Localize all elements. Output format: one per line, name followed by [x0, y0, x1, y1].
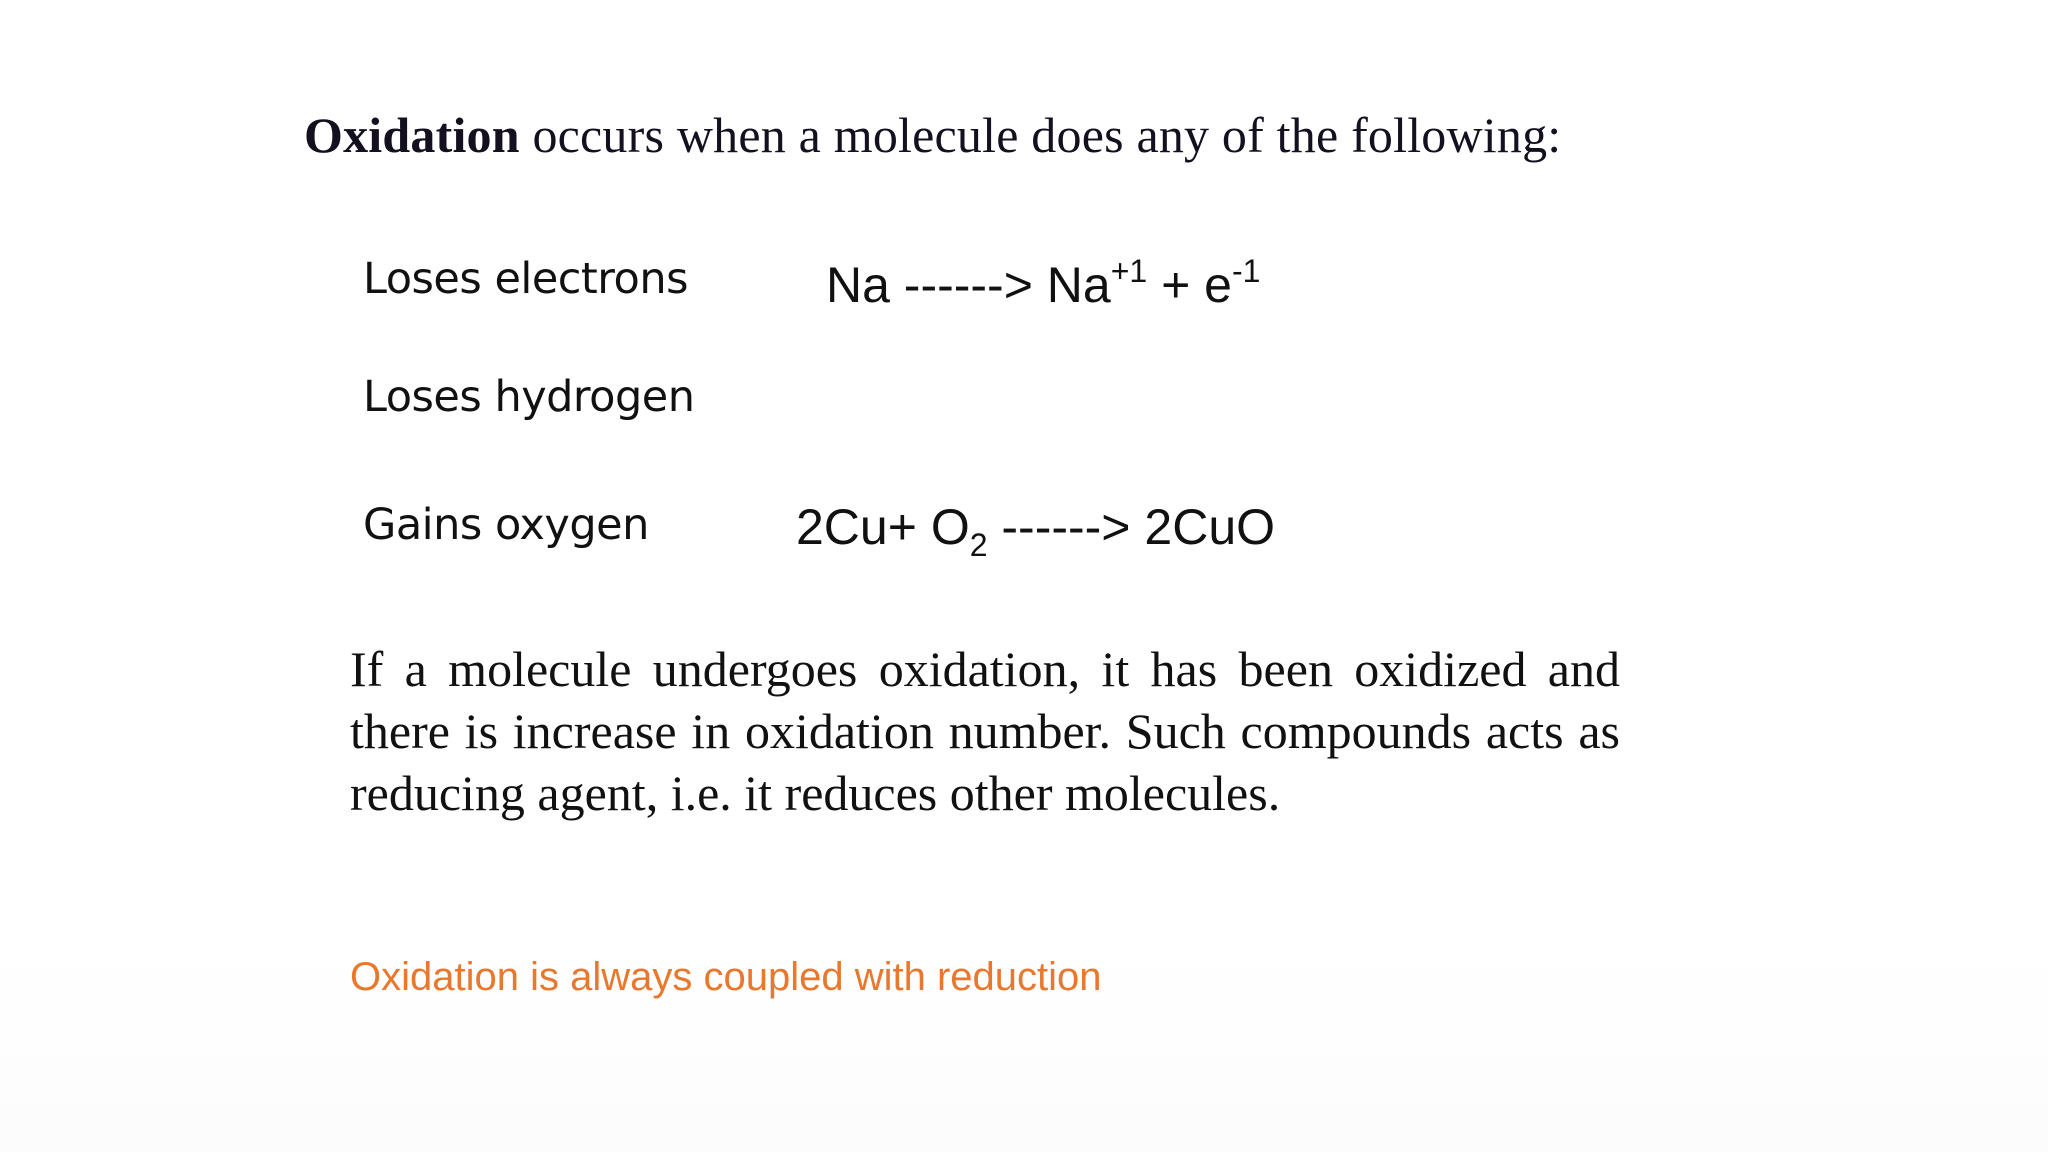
equation-subscript: 2 — [969, 527, 988, 563]
slide-heading — [304, 106, 1561, 164]
equation-part: Na ------> Na — [826, 257, 1111, 313]
equation-part: + e — [1147, 257, 1232, 313]
equation-part: ------> 2CuO — [987, 499, 1276, 555]
highlight-note: Oxidation is always coupled with reduction — [350, 955, 1102, 999]
item-label-loses-hydrogen: Loses hydrogen — [363, 372, 695, 422]
equation-superscript: -1 — [1232, 253, 1261, 289]
equation-copper-oxidation — [796, 498, 1276, 563]
heading-rest: occurs when a molecule does any of the following: — [519, 107, 1562, 163]
item-label-gains-oxygen: Gains oxygen — [363, 500, 649, 550]
heading-bold-term: Oxidation — [304, 107, 520, 163]
item-label-loses-electrons: Loses electrons — [363, 254, 688, 304]
equation-part: 2Cu+ O — [796, 499, 970, 555]
explanation-paragraph: If a molecule undergoes oxidation, it has been oxidized and there is increase in oxidation number. Such compounds acts as reducing agent, i.e. it reduces other molecules. — [350, 641, 1620, 821]
equation-sodium-oxidation — [826, 253, 1261, 314]
equation-superscript: +1 — [1110, 253, 1148, 289]
